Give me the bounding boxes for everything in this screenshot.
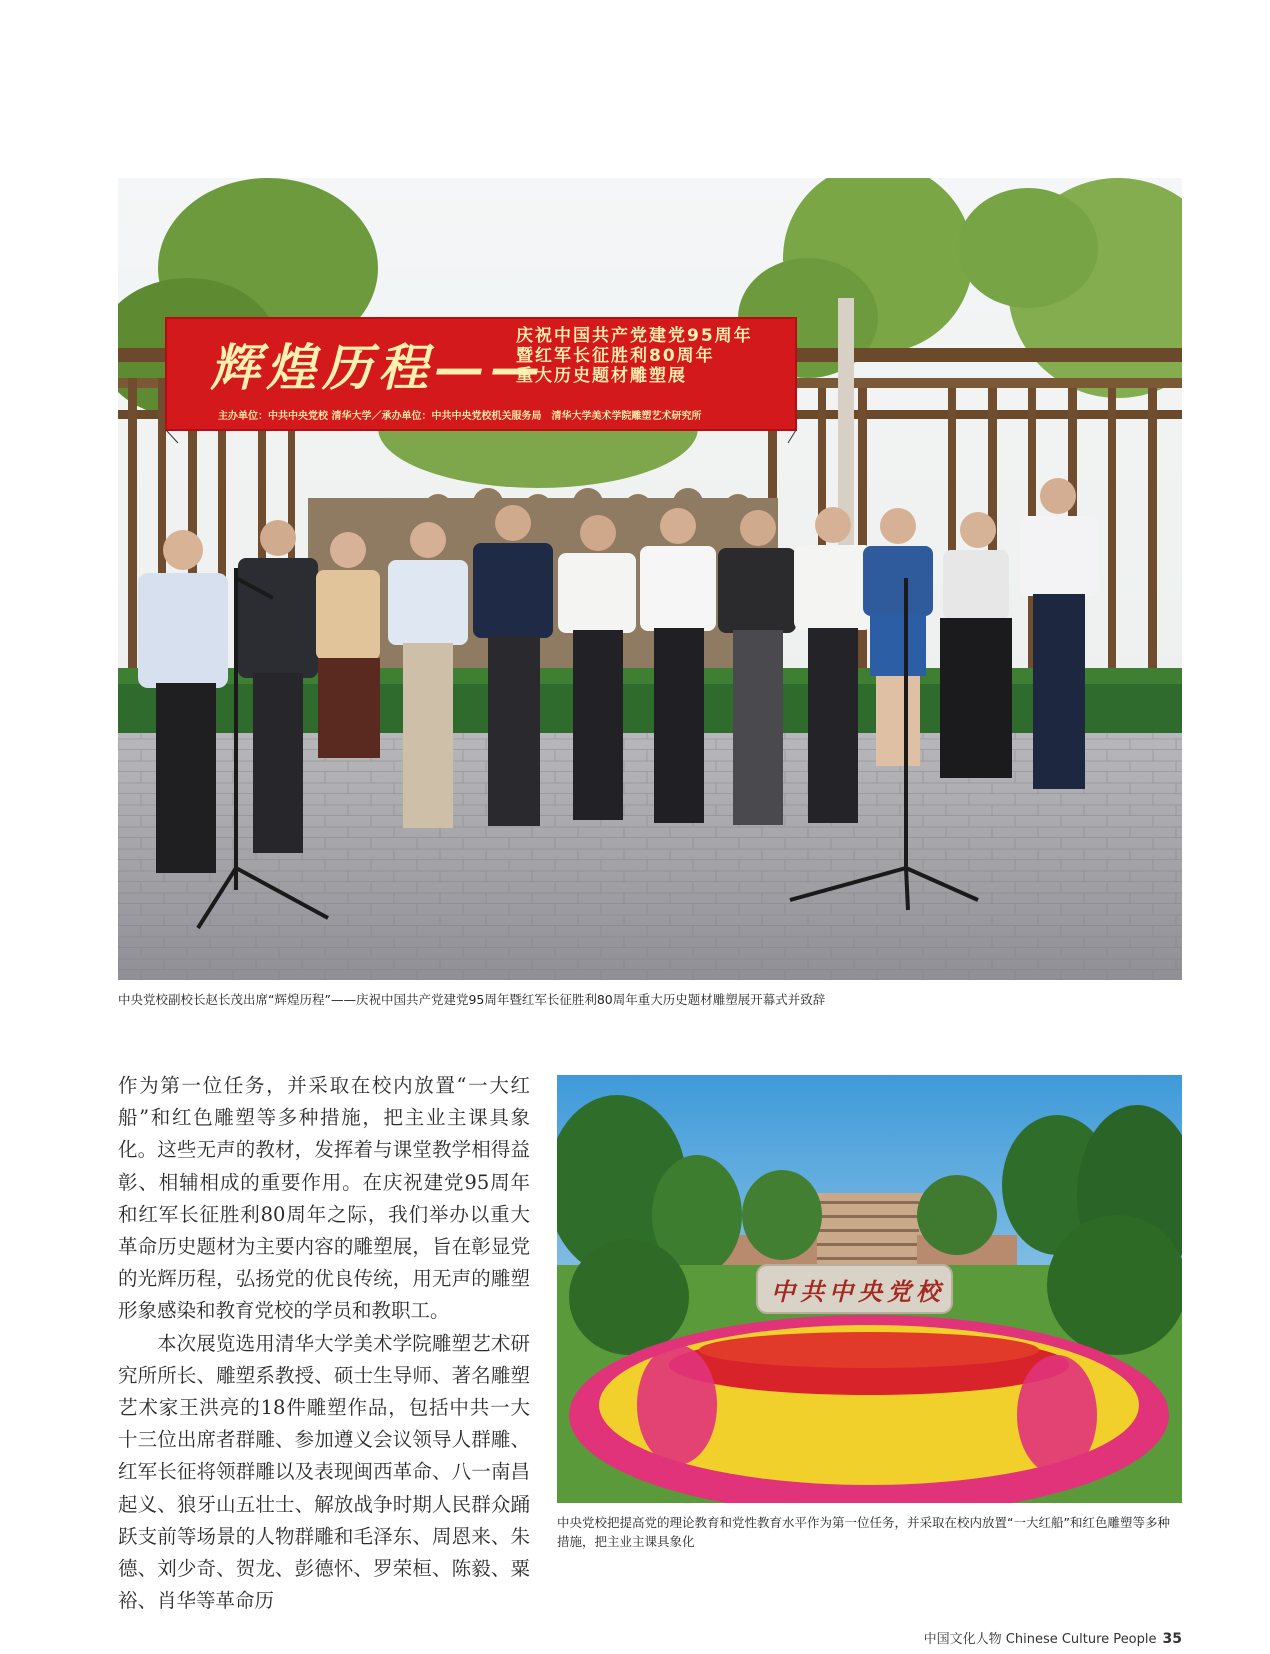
campus-photo-caption: 中央党校把提高党的理论教育和党性教育水平作为第一位任务，并采取在校内放置“一大红船”和红色雕塑等多种措施，把主业主课具象化: [557, 1515, 1170, 1549]
ceremony-photo: [118, 178, 1182, 980]
page-footer: [924, 1628, 1182, 1647]
banner-title-line1: 庆祝中国共产党建党95周年: [516, 326, 753, 346]
body-paragraph-1: 作为第一位任务，并采取在校内放置“一大红船”和红色雕塑等多种措施，把主业主课具象化。这些无声的教材，发挥着与课堂教学相得益彰、相辅相成的重要作用。在庆祝建党95周年和红军长征胜利80周年之际，我们举办以重大革命历史题材为主要内容的雕塑展，旨在彰显党的光辉历程，弘扬党的优良传统，用无声的雕塑形象感染和教育党校的学员和教职工。: [118, 1074, 530, 1323]
magazine-name: 中国文化人物 Chinese Culture People: [923, 1632, 1157, 1647]
page-number: 35: [1162, 1631, 1182, 1647]
campus-photo: [557, 1075, 1182, 1503]
banner-title-line2: 暨红军长征胜利80周年: [516, 346, 715, 366]
banner-title-line3: 重大历史题材雕塑展: [516, 366, 687, 386]
stone-inscription: 中共中央党校: [771, 1277, 945, 1306]
article-body: [118, 1070, 530, 1617]
banner-calligraphy: 辉煌历程——: [210, 338, 546, 397]
body-paragraph-2: 本次展览选用清华大学美术学院雕塑艺术研究所所长、雕塑系教授、硕士生导师、著名雕塑艺术家王洪亮的18件雕塑作品，包括中共一大十三位出席者群雕、参加遵义会议领导人群雕、红军长征将领群雕以及表现闽西革命、八一南昌起义、狼牙山五壮士、解放战争时期人民群众踊跃支前等场景的人物群雕和毛泽东、周恩来、朱德、刘少奇、贺龙、彭德怀、罗荣桓、陈毅、粟裕、肖华等革命历: [118, 1331, 530, 1613]
ceremony-photo-caption: 中央党校副校长赵长茂出席“辉煌历程”——庆祝中国共产党建党95周年暨红军长征胜利80周年重大历史题材雕塑展开幕式并致辞: [118, 992, 826, 1007]
banner-organizers: 主办单位：中共中央党校 清华大学／承办单位：中共中央党校机关服务局 清华大学美术学院雕塑艺术研究所: [218, 411, 702, 422]
